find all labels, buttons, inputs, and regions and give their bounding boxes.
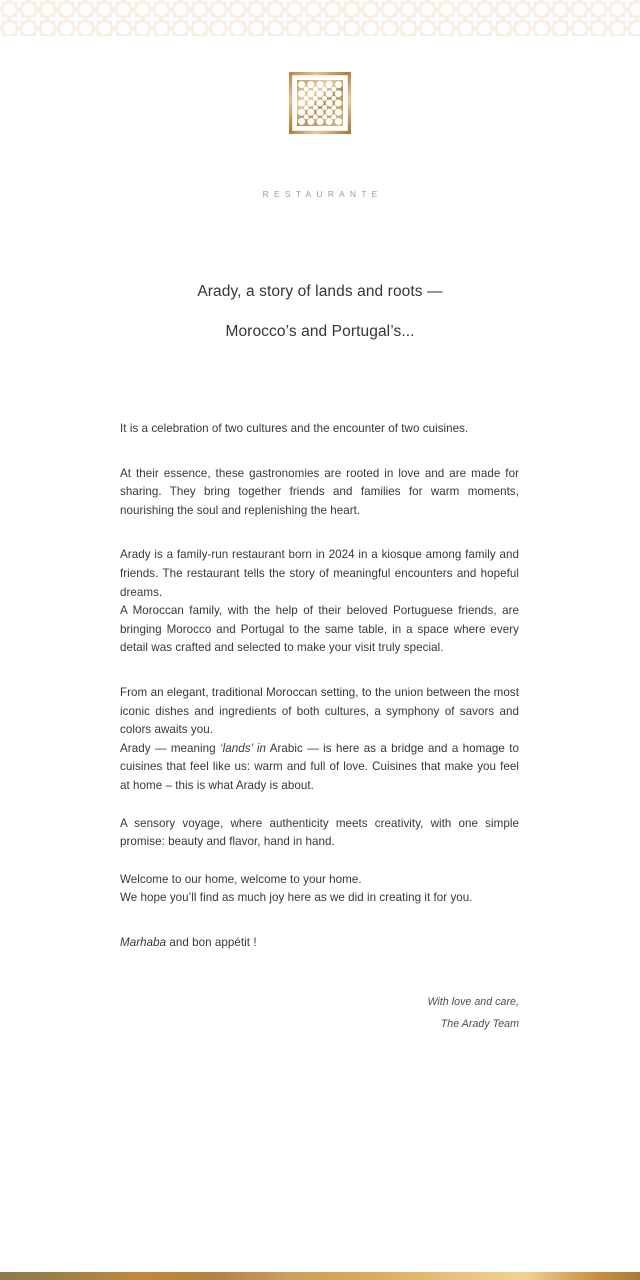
bottom-gold-bar — [0, 1272, 640, 1280]
paragraph-welcome: Welcome to our home, welcome to your home. — [120, 872, 362, 886]
headline-line-1: Arady, a story of lands and roots — — [197, 283, 443, 300]
paragraph-hope: We hope you’ll find as much joy here as we did in creating it for you. — [120, 891, 473, 905]
meaning-text-italic: ‘lands’ in — [219, 741, 267, 755]
spacer — [120, 439, 519, 465]
signature-block — [120, 991, 519, 1035]
page-title — [0, 272, 640, 352]
paragraph-family: A Moroccan family, with the help of their beloved Portuguese friends, are bringing Morocco and Portugal to the same table, in a space where every detail was crafted and selected to make your visit truly special. — [120, 604, 519, 655]
meaning-text-before: Arady — meaning — [120, 741, 220, 755]
paragraph-origin: Arady is a family-run restaurant born in 2024 in a kiosque among family and friends. The restaurant tells the story of meaningful encounters and hopeful dreams. — [120, 548, 519, 599]
paragraph-setting: From an elegant, traditional Moroccan setting, to the union between the most iconic dishes and ingredients of both cultures, a symphony of savors and colors awaits you. — [120, 685, 519, 737]
brand-logo — [0, 72, 640, 199]
marhaba-italic: Marhaba — [120, 935, 167, 949]
meaning-text-after: Arabic — is here as a bridge and a homage to cuisines that feel like us: warm and full of love. Cuisines that make you feel at home – this is what Arady is about. — [120, 741, 519, 792]
spacer — [120, 520, 519, 546]
paragraph-intro: It is a celebration of two cultures and the encounter of two cuisines. — [120, 422, 469, 435]
paragraph-meaning — [120, 740, 519, 796]
top-ornamental-border — [0, 0, 640, 40]
brand-tagline: RESTAURANTE — [262, 188, 383, 199]
letter-body — [120, 420, 519, 1035]
spacer — [120, 852, 519, 871]
moroccan-pattern-icon — [0, 0, 640, 40]
signature-line-1: With love and care, — [427, 996, 519, 1009]
paragraph-voyage: A sensory voyage, where authenticity meets creativity, with one simple promise: beauty and flavor, hand in hand. — [120, 816, 519, 849]
spacer — [120, 908, 519, 934]
brand-wordmark: ARADY — [252, 147, 395, 180]
moroccan-lattice-square-icon — [289, 72, 351, 134]
paragraph-essence: At their essence, these gastronomies are rooted in love and are made for sharing. They bring together friends and families for warm moments, nourishing the soul and replenishing the heart. — [120, 466, 519, 517]
marhaba-after: and bon appétit ! — [166, 935, 257, 949]
signature-line-2: The Arady Team — [440, 1018, 519, 1031]
paragraph-marhaba — [120, 934, 519, 953]
spacer — [120, 658, 519, 684]
headline-line-2: Morocco’s and Portugal’s... — [225, 323, 415, 340]
spacer — [120, 796, 519, 815]
